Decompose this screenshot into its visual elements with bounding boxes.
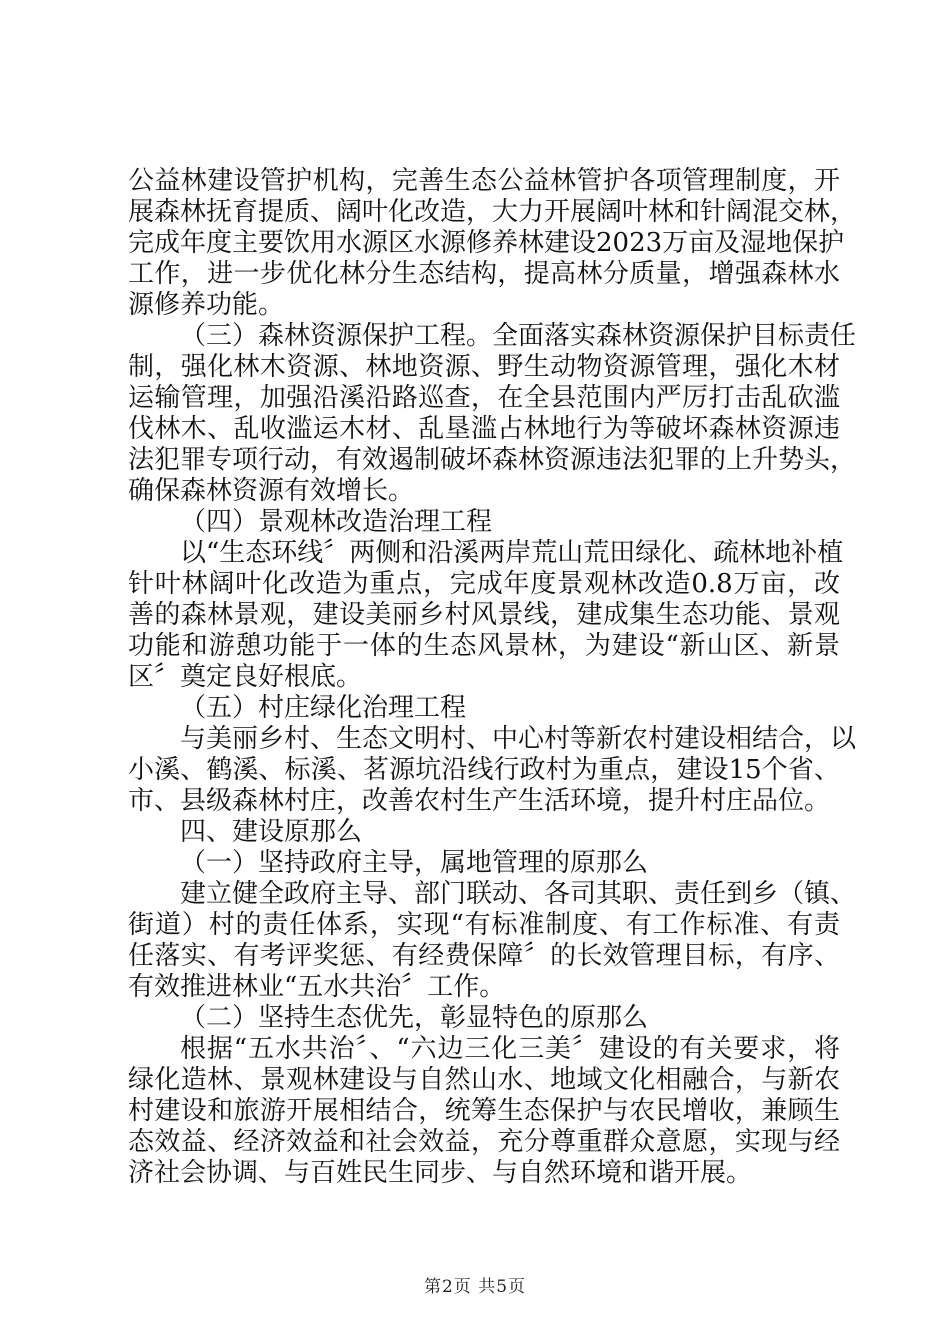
- page-number-footer: 第2页 共5页: [423, 1277, 527, 1297]
- body-line: 任落实、有考评奖惩、有经费保障〞的长效管理目标，有序、: [128, 941, 840, 971]
- principle-heading-1: （一）坚持政府主导，属地管理的原那么: [180, 848, 649, 878]
- body-line: 公益林建设管护机构，完善生态公益林管护各项管理制度，开: [128, 166, 840, 196]
- section-heading-5: （五）村庄绿化治理工程: [180, 693, 467, 723]
- body-line: 伐林木、乱收滥运木材、乱垦滥占林地行为等破坏森林资源违: [128, 414, 840, 444]
- body-line: 以“生态环线〞两侧和沿溪两岸荒山荒田绿化、疏林地补植: [180, 538, 844, 568]
- section-heading-4: （四）景观林改造治理工程: [180, 507, 493, 537]
- body-line: 绿化造林、景观林建设与自然山水、地域文化相融合，与新农: [128, 1065, 840, 1095]
- body-line: 展森林抚育提质、阔叶化改造，大力开展阔叶林和针阔混交林，: [128, 197, 857, 227]
- principle-heading-2: （二）坚持生态优先，彰显特色的原那么: [180, 1003, 649, 1033]
- body-line: 善的森林景观，建设美丽乡村风景线，建成集生态功能、景观: [128, 600, 840, 630]
- document-body: [128, 166, 857, 1189]
- body-line: 小溪、鹤溪、标溪、茗源坑沿线行政村为重点，建设15个省、: [128, 755, 840, 785]
- body-line: 街道）村的责任体系，实现“有标准制度、有工作标准、有责: [128, 910, 840, 940]
- body-line: 确保森林资源有效增长。: [128, 476, 415, 506]
- chapter-heading-4: 四、建设原那么: [180, 817, 363, 847]
- body-line: 态效益、经济效益和社会效益，充分尊重群众意愿，实现与经: [128, 1127, 840, 1157]
- body-line: 运输管理，加强沿溪沿路巡查，在全县范围内严厉打击乱砍滥: [128, 383, 840, 413]
- body-line: 源修养功能。: [128, 290, 285, 320]
- body-line: 功能和游憩功能于一体的生态风景林，为建设“新山区、新景: [128, 631, 840, 661]
- body-line: 针叶林阔叶化改造为重点，完成年度景观林改造0.8万亩，改: [128, 569, 840, 599]
- body-line: 村建设和旅游开展相结合，统筹生态保护与农民增收，兼顾生: [128, 1096, 840, 1126]
- body-line: 市、县级森林村庄，改善农村生产生活环境，提升村庄品位。: [128, 786, 831, 816]
- body-line: 制，强化林木资源、林地资源、野生动物资源管理，强化木材: [128, 352, 840, 382]
- body-line: 有效推进林业“五水共治〞工作。: [128, 972, 506, 1002]
- body-line: 与美丽乡村、生态文明村、中心村等新农村建设相结合，以: [180, 724, 857, 754]
- body-line: 根据“五水共治〞、“六边三化三美〞建设的有关要求，将: [180, 1034, 840, 1064]
- section-heading-3: （三）森林资源保护工程。全面落实森林资源保护目标责任: [180, 321, 857, 351]
- body-line: 完成年度主要饮用水源区水源修养林建设2023万亩及湿地保护: [128, 228, 845, 258]
- body-line: 区〞奠定良好根底。: [128, 662, 363, 692]
- body-line: 工作，进一步优化林分生态结构，提高林分质量，增强森林水: [128, 259, 840, 289]
- body-line: 法犯罪专项行动，有效遏制破坏森林资源违法犯罪的上升势头，: [128, 445, 857, 475]
- body-line: 济社会协调、与百姓民生同步、与自然环境和谐开展。: [128, 1158, 753, 1188]
- body-line: 建立健全政府主导、部门联动、各司其职、责任到乡（镇、: [180, 879, 857, 909]
